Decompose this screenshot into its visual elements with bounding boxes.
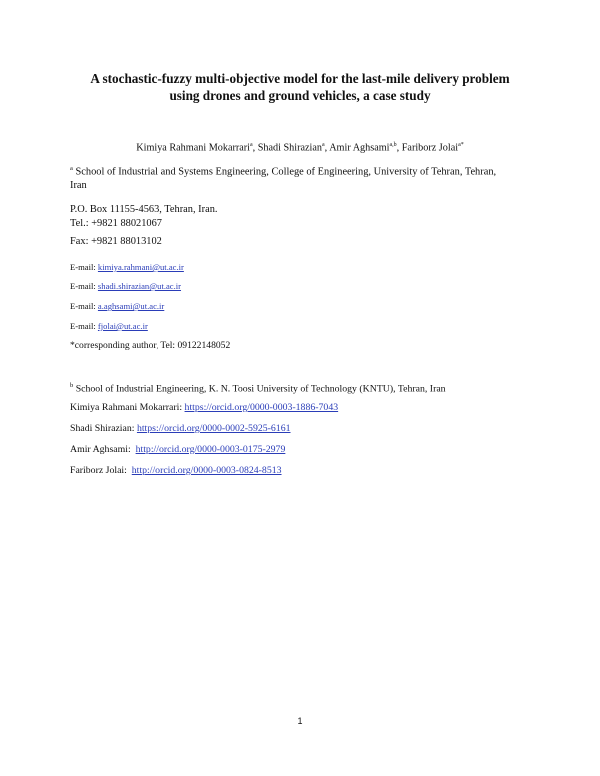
orcid-link[interactable]: https://orcid.org/0000-0003-1886-7043 bbox=[184, 402, 339, 413]
affiliation-b bbox=[70, 379, 540, 396]
email-link[interactable]: shadi.shirazian@ut.ac.ir bbox=[97, 281, 182, 291]
page-number: 1 bbox=[297, 716, 303, 726]
orcid-row bbox=[70, 464, 540, 478]
orcid-link[interactable]: http://orcid.org/0000-0003-0175-2979 bbox=[135, 444, 286, 455]
email-link[interactable]: a.aghsami@ut.ac.ir bbox=[97, 301, 165, 311]
author-list: Kimiya Rahmani Mokarrari$^a$, Shadi Shirazian$^a$, Amir Aghsami$^{a,b}$, Fariborz Jolai$^{a*}$ bbox=[136, 142, 464, 154]
email-row bbox=[70, 320, 540, 334]
title-line-1: A stochastic-fuzzy multi-objective model for the last-mile delivery problem bbox=[90, 71, 510, 86]
email-row bbox=[70, 280, 540, 294]
author-name: Amir Aghsami bbox=[329, 142, 390, 154]
orcid-link[interactable]: http://orcid.org/0000-0003-0824-8513 bbox=[131, 465, 282, 476]
email-label: E-mail: bbox=[70, 262, 98, 272]
corresponding-label: *corresponding author bbox=[70, 340, 157, 351]
affiliation-a-line-1: School of Industrial and Systems Engineering, College of Engineering, University of Tehran, Tehran, bbox=[75, 166, 497, 178]
affiliation-b-mark: b bbox=[70, 382, 74, 389]
paper-title bbox=[60, 70, 540, 104]
affiliation-b-text: School of Industrial Engineering, K. N. Toosi University of Technology (KNTU), Tehran, Iran bbox=[75, 383, 446, 395]
author-name: Shadi Shirazian bbox=[257, 142, 322, 154]
orcid-label: Fariborz Jolai: bbox=[70, 465, 132, 476]
author-affiliation-mark: a bbox=[322, 142, 325, 148]
orcid-label: Shadi Shirazian: bbox=[70, 423, 137, 434]
email-link[interactable]: kimiya.rahmani@ut.ac.ir bbox=[97, 262, 184, 272]
fax: Fax: +9821 88013102 bbox=[70, 236, 162, 247]
email-row bbox=[70, 300, 540, 314]
affiliation-a-line-2: Iran bbox=[70, 179, 87, 191]
orcid-link[interactable]: https://orcid.org/0000-0002-5925-6161 bbox=[136, 423, 291, 434]
orcid-row bbox=[70, 422, 540, 436]
email-label: E-mail: bbox=[70, 281, 98, 291]
affiliation-a bbox=[70, 162, 540, 192]
author-affiliation-mark: a bbox=[250, 142, 253, 148]
email-label: E-mail: bbox=[70, 321, 98, 331]
orcid-label: Kimiya Rahmani Mokarrari: bbox=[70, 402, 185, 413]
title-line-2: using drones and ground vehicles, a case study bbox=[169, 88, 431, 103]
affiliation-a-mark: a bbox=[70, 165, 73, 172]
corresponding-author: *corresponding author, Tel: 09122148052 bbox=[70, 340, 231, 351]
orcid-row bbox=[70, 401, 540, 415]
author-affiliation-mark: a* bbox=[458, 142, 464, 148]
po-box: P.O. Box 11155-4563, Tehran, Iran. bbox=[70, 204, 218, 215]
telephone: Tel.: +9821 88021067 bbox=[70, 217, 163, 229]
author-name: Kimiya Rahmani Mokarrari bbox=[136, 142, 250, 154]
email-link[interactable]: fjolai@ut.ac.ir bbox=[97, 321, 148, 331]
author-affiliation-mark: a,b bbox=[389, 142, 397, 148]
email-label: E-mail: bbox=[70, 301, 98, 311]
orcid-label: Amir Aghsami: bbox=[70, 444, 136, 455]
contact-block bbox=[70, 203, 540, 230]
author-name: Fariborz Jolai bbox=[401, 142, 459, 154]
email-row bbox=[70, 261, 540, 275]
corresponding-telephone: Tel: 09122148052 bbox=[158, 340, 231, 351]
orcid-row bbox=[70, 443, 540, 457]
